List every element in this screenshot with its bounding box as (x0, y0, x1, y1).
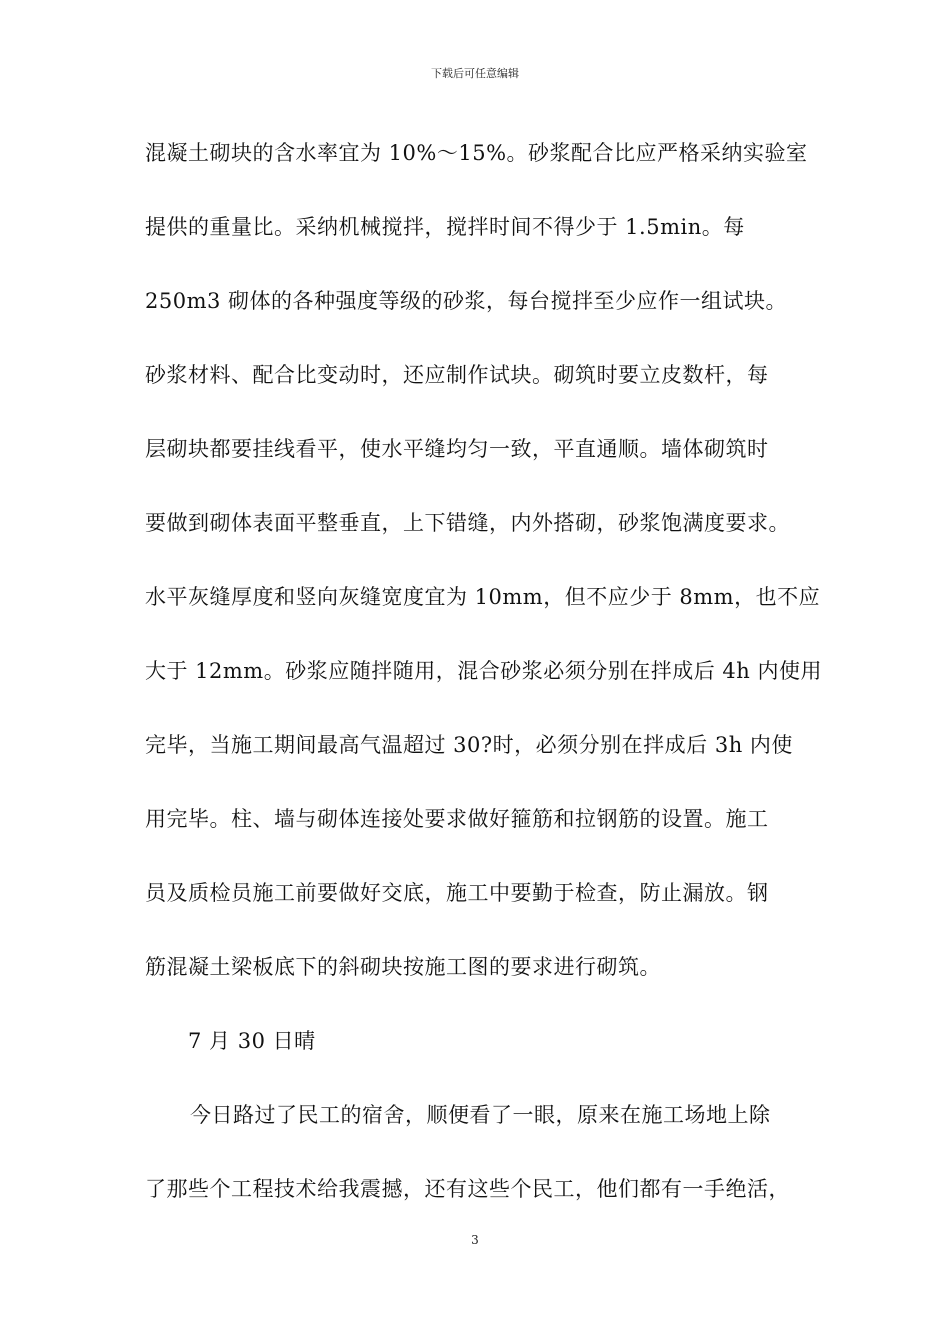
body-line: 砂浆材料、配合比变动时，还应制作试块。砌筑时要立皮数杆，每 (145, 363, 769, 387)
body-line: 今日路过了民工的宿舍，顺便看了一眼，原来在施工场地上除 (190, 1103, 771, 1127)
body-line: 混凝土砌块的含水率宜为 10%～15%。砂浆配合比应严格采纳实验室 (145, 141, 808, 165)
document-body (145, 133, 835, 1243)
body-line: 了那些个工程技术给我震撼，还有这些个民工，他们都有一手绝活， (145, 1177, 790, 1201)
body-line: 要做到砌体表面平整垂直，上下错缝，内外搭砌，砂浆饱满度要求。 (145, 511, 790, 535)
body-line: 员及质检员施工前要做好交底，施工中要勤于检查，防止漏放。钢 (145, 881, 769, 905)
body-line: 完毕，当施工期间最高气温超过 30?时，必须分别在拌成后 3h 内使 (145, 733, 793, 757)
page-header-note: 下载后可任意编辑 (431, 67, 519, 80)
body-line: 筋混凝土梁板底下的斜砌块按施工图的要求进行砌筑。 (145, 955, 661, 979)
body-line: 250m3 砌体的各种强度等级的砂浆，每台搅拌至少应作一组试块。 (145, 289, 788, 313)
body-line: 层砌块都要挂线看平，使水平缝均匀一致，平直通顺。墙体砌筑时 (145, 437, 769, 461)
diary-date-heading: 7 月 30 日晴 (188, 1029, 316, 1053)
body-line: 水平灰缝厚度和竖向灰缝宽度宜为 10mm，但不应少于 8mm，也不应 (145, 585, 821, 609)
body-line: 提供的重量比。采纳机械搅拌，搅拌时间不得少于 1.5min。每 (145, 215, 745, 239)
body-line: 大于 12mm。砂浆应随拌随用，混合砂浆必须分别在拌成后 4h 内使用 (145, 659, 822, 683)
page-number: 3 (471, 1233, 479, 1247)
body-line: 用完毕。柱、墙与砌体连接处要求做好箍筋和拉钢筋的设置。施工 (145, 807, 769, 831)
